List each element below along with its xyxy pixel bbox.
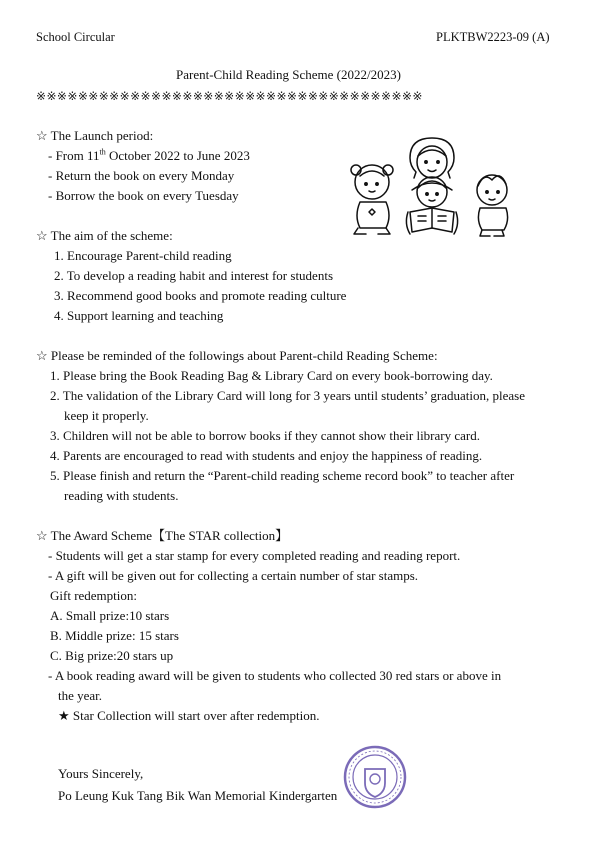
launch-line-borrow: - Borrow the book on every Tuesday [48,188,239,203]
launch-from-sup: th [99,147,106,157]
award-heading: ☆ The Award Scheme【The STAR collection】 [36,528,289,543]
divider-line: ※※※※※※※※※※※※※※※※※※※※※※※※※※※※※※※※※※※※※ [36,89,423,103]
signatory: Po Leung Kuk Tang Bik Wan Memorial Kindergarten [58,788,338,803]
reminders-heading: ☆ Please be reminded of the followings about Parent-child Reading Scheme: [36,348,438,363]
aim-item: 4. Support learning and teaching [54,308,224,323]
star-collection-note: ★ Star Collection will start over after redemption. [58,708,320,723]
reminder-item: 3. Children will not be able to borrow books if they cannot show their library card. [50,428,480,443]
aim-item: 2. To develop a reading habit and interest for students [54,268,333,283]
reference-number: PLKTBW2223-09 (A) [436,30,550,44]
award-line-continued: the year. [58,688,103,703]
reminder-item: 1. Please bring the Book Reading Bag & Library Card on every book-borrowing day. [50,368,493,383]
prize-middle: B. Middle prize: 15 stars [50,628,179,643]
circular-label: School Circular [36,30,115,44]
award-line: - A book reading award will be given to students who collected 30 red stars or above in [48,668,502,683]
launch-from-prefix: - From 11 [48,148,100,163]
award-line: - Students will get a star stamp for every completed reading and reading report. [48,548,461,563]
reminder-item: 5. Please finish and return the “Parent-child reading scheme record book” to teacher after [50,468,515,483]
page-title: Parent-Child Reading Scheme (2022/2023) [176,67,401,82]
prize-big: C. Big prize:20 stars up [50,648,174,663]
aim-item: 3. Recommend good books and promote reading culture [54,288,347,303]
launch-line-return: - Return the book on every Monday [48,168,235,183]
school-seal-icon [343,745,407,809]
reminder-item-continued: keep it properly. [64,408,149,423]
launch-from-suffix: October 2022 to June 2023 [105,148,250,163]
reminder-item-continued: reading with students. [64,488,179,503]
reminder-item: 2. The validation of the Library Card will long for 3 years until students’ graduation, please [50,388,525,403]
aim-heading: ☆ The aim of the scheme: [36,228,173,243]
salutation: Yours Sincerely, [58,766,144,781]
award-line: - A gift will be given out for collecting a certain number of star stamps. [48,568,419,583]
launch-dates [48,148,250,164]
aim-item: 1. Encourage Parent-child reading [54,248,232,263]
gift-redemption-label: Gift redemption: [50,588,138,603]
family-reading-illustration [348,132,528,244]
launch-heading: ☆ The Launch period: [36,128,154,143]
prize-small: A. Small prize:10 stars [50,608,170,623]
reminder-item: 4. Parents are encouraged to read with students and enjoy the happiness of reading. [50,448,483,463]
